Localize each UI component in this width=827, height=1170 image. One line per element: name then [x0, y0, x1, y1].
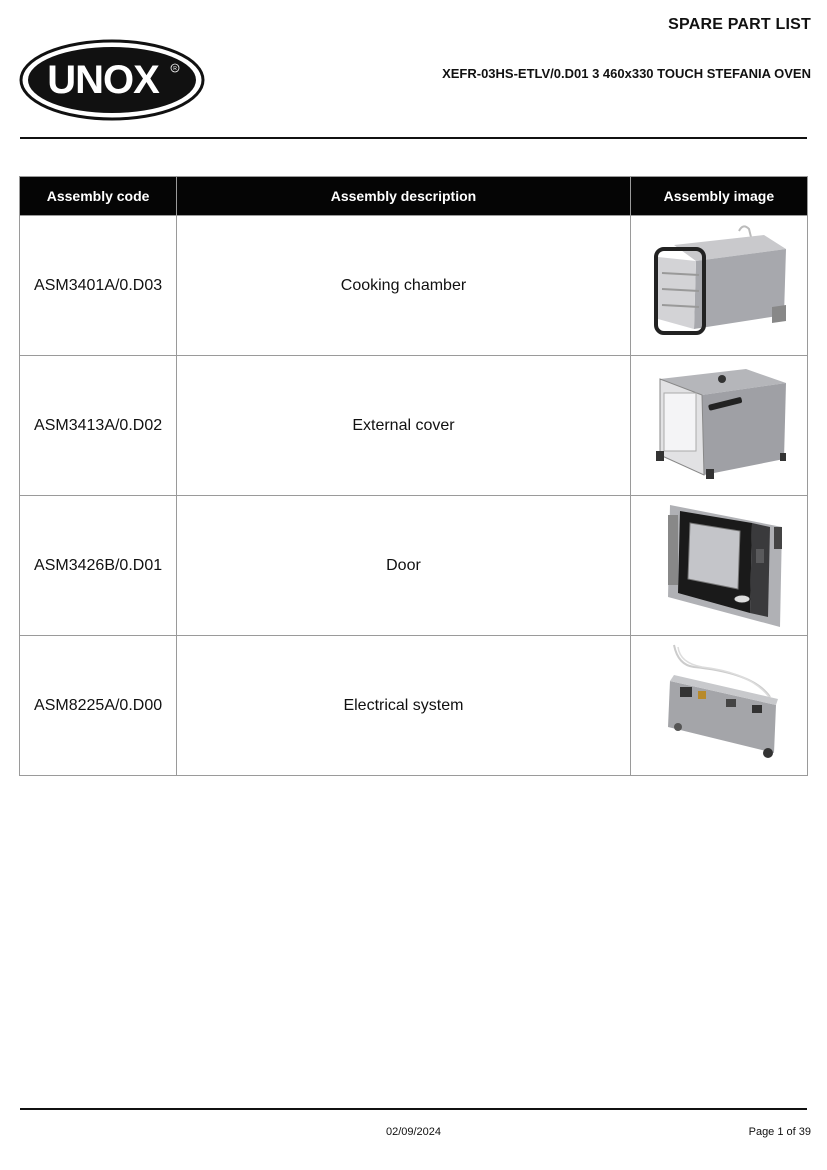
- table-row: [20, 636, 808, 776]
- table-header-row: [20, 177, 808, 216]
- assembly-code: ASM8225A/0.D00: [20, 636, 177, 776]
- column-header-description: Assembly description: [177, 177, 631, 216]
- table-row: [20, 496, 808, 636]
- page-number: Page 1 of 39: [748, 1126, 811, 1138]
- document-model: XEFR-03HS-ETLV/0.D01 3 460x330 TOUCH STEFANIA OVEN: [442, 66, 811, 81]
- document-title: SPARE PART LIST: [668, 16, 811, 33]
- door-image: [644, 501, 794, 631]
- svg-text:UNOX: UNOX: [47, 58, 159, 102]
- table-row: [20, 216, 808, 356]
- header-divider: [20, 137, 807, 139]
- unox-logo: [19, 39, 205, 121]
- assembly-image-cell: [630, 496, 807, 636]
- footer-date: 02/09/2024: [385, 1126, 442, 1138]
- assembly-description: Cooking chamber: [177, 216, 631, 356]
- assembly-code: ASM3413A/0.D02: [20, 356, 177, 496]
- assembly-description: Door: [177, 496, 631, 636]
- cooking-chamber-image: [644, 223, 794, 349]
- assembly-image-cell: [630, 216, 807, 356]
- assembly-image-cell: [630, 636, 807, 776]
- external-cover-image: [644, 363, 794, 489]
- table-row: [20, 356, 808, 496]
- electrical-system-image: [644, 641, 794, 771]
- column-header-image: Assembly image: [630, 177, 807, 216]
- assembly-description: Electrical system: [177, 636, 631, 776]
- assembly-description: External cover: [177, 356, 631, 496]
- svg-text:R: R: [173, 66, 177, 72]
- assembly-code: ASM3426B/0.D01: [20, 496, 177, 636]
- spare-parts-table: [19, 176, 808, 776]
- footer-divider: [20, 1108, 807, 1110]
- assembly-image-cell: [630, 356, 807, 496]
- column-header-code: Assembly code: [20, 177, 177, 216]
- assembly-code: ASM3401A/0.D03: [20, 216, 177, 356]
